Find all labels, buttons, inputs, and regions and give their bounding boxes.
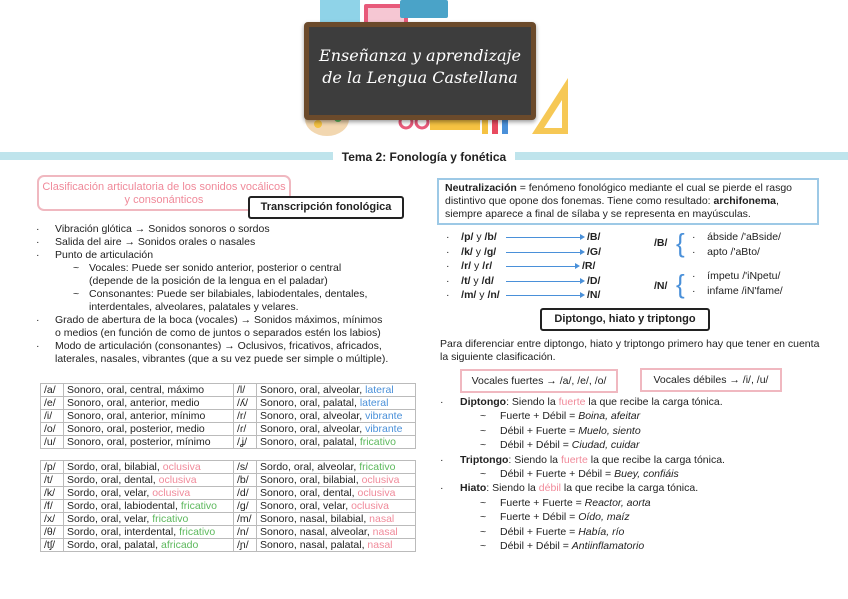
sub-item: ~ Débil + Débil = Ciudad, cuidar [440,438,820,452]
manner-label: oclusiva [351,500,389,512]
table-row [41,474,416,487]
description-cell: Sonoro, oral, alveolar, lateral [257,384,416,397]
example-item: · apto /'aBto/ [692,245,760,258]
brace-icon: { [676,269,685,299]
sub-item: ~ Débil + Débil = Antiinflamatorio [440,539,820,553]
manner-label: fricativo [180,500,218,512]
phoneme-cell: /d/ [234,487,257,500]
manner-label: lateral [359,397,389,409]
phoneme-cell: /x/ [41,513,64,526]
phoneme-cell: /u/ [41,436,64,449]
weak-vowels-box: Vocales débiles → /i/, /u/ [640,368,782,392]
description-cell: Sonoro, oral, anterior, medio [64,397,234,410]
phoneme-cell: /b/ [234,474,257,487]
diphthong-intro: Para diferenciar entre diptongo, hiato y triptongo primero hay que tener en cuenta la siguiente clasificación. [440,338,820,363]
manner-label: fricativo [152,513,189,525]
arrow-icon [506,281,581,282]
neutralization-definition-end: , siempre aparece a final de sílaba y se representa en mayúsculas. [445,195,779,220]
archiphoneme-term: archifonema [713,195,776,207]
set-square-icon [530,76,570,136]
phoneme-cell: /n/ [234,526,257,539]
phoneme-cell: /ʎ/ [234,397,257,410]
description-cell: Sordo, oral, alveolar, fricativo [257,461,416,474]
manner-label: oclusiva [357,487,396,499]
manner-label: oclusiva [152,487,191,499]
syllable-list [440,395,820,553]
list-item-modo [36,340,428,366]
vowels-table [40,383,416,449]
board-title [309,27,531,89]
description-cell: Sonoro, oral, palatal, fricativo [257,436,416,449]
description-cell: Sonoro, nasal, bilabial, nasal [257,513,416,526]
description-cell: Sonoro, oral, alveolar, vibrante [257,410,416,423]
table-row [41,410,416,423]
example-item: · ábside /'aBside/ [692,231,781,243]
neutralization-pair: · /m/ y /n/ /N/ [446,289,601,301]
sub-item-vocales [36,262,428,288]
sub-item-line: ~ Vocales: Puede ser sonido anterior, posterior o central [89,262,342,274]
phoneme-cell: /o/ [41,423,64,436]
phoneme-cell: /k/ [41,487,64,500]
arrow-icon [506,252,581,253]
phoneme-cell: /θ/ [41,526,64,539]
table-row [41,513,416,526]
list-item-line: o medios (en función de como de juntos o separados estén los labios) [55,327,381,339]
description-cell: Sordo, oral, labiodental, fricativo [64,500,234,513]
table-row [41,461,416,474]
manner-label: lateral [365,384,394,396]
chalkboard [304,22,536,120]
phoneme-cell: /g/ [234,500,257,513]
description-cell: Sonoro, oral, posterior, mínimo [64,436,234,449]
list-item: · Punto de articulación [36,249,428,262]
manner-label: nasal [369,513,395,525]
description-cell: Sordo, oral, bilabial, oclusiva [64,461,234,474]
classification-box: Clasificación articulatoria de los sonidos vocálicos y consonánticos [37,175,291,211]
table-row [41,539,416,552]
description-cell: Sonoro, nasal, palatal, nasal [257,539,416,552]
example-item: · ímpetu /'iNpetu/ [692,270,781,282]
neutralization-pair: · /t/ y /d/ /D/ [446,274,601,287]
neutralization-pair: · /p/ y /b/ /B/ [446,231,601,243]
manner-label: vibrante [365,410,403,422]
sub-item: ~ Fuerte + Débil = Boina, afeitar [440,409,820,423]
sub-item-consonantes [36,288,428,314]
arrow-icon [506,266,576,267]
neutralization-pairs [446,230,616,303]
table-row [41,397,416,410]
list-item-line: · Modo de articulación (consonantes) → Oclusivos, fricativos, africados, [55,340,382,352]
transcription-box: Transcripción fonológica [248,196,404,219]
description-cell: Sonoro, oral, alveolar, vibrante [257,423,416,436]
neutralization-definition: = fenómeno fonológico mediante el cual se pierde el rasgo distintivo que opone dos fonemas. Tiene como resultado: [445,182,793,207]
phoneme-cell: /t/ [41,474,64,487]
board-title-line2: de la Lengua Castellana [322,68,518,87]
neutralization-box [437,178,819,225]
manner-label: oclusiva [162,461,201,473]
list-item-diptongo: · Diptongo: Siendo la fuerte la que recibe la carga tónica. [440,395,820,409]
ruler-icon [430,118,480,132]
phoneme-cell: /a/ [41,384,64,397]
manner-label: fricativo [359,461,396,473]
phoneme-cell: /ɾ/ [234,423,257,436]
table-row [41,423,416,436]
description-cell: Sordo, oral, velar, oclusiva [64,487,234,500]
list-item-line: · Grado de abertura de la boca (vocales) → Sonidos máximos, mínimos [55,314,383,326]
list-item-triptongo: · Triptongo: Siendo la fuerte la que recibe la carga tónica. [440,453,820,467]
manner-label: oclusiva [361,474,400,486]
sub-item: ~ Débil + Fuerte = Muelo, siento [440,424,820,438]
sub-item: ~ Fuerte + Fuerte = Reactor, aorta [440,496,820,510]
sub-item: ~ Fuerte + Débil = Oído, maíz [440,510,820,524]
topic-title: Tema 2: Fonología y fonética [333,150,515,164]
description-cell: Sonoro, oral, velar, oclusiva [257,500,416,513]
neutralization-pair: · /r/ y /ɾ/ /R/ [446,260,596,272]
list-item-line: laterales, nasales, vibrantes (que a su vez puede ser simple o múltiple). [55,353,389,365]
phoneme-cell: /r/ [234,410,257,423]
description-cell: Sordo, oral, interdental, fricativo [64,526,234,539]
phoneme-cell: /e/ [41,397,64,410]
arrow-icon [506,237,581,238]
table-row [41,487,416,500]
phoneme-cell: /m/ [234,513,257,526]
neutralization-pair: · /k/ y /g/ /G/ [446,245,602,258]
description-cell: Sonoro, oral, central, máximo [64,384,234,397]
phoneme-cell: /ʝ/ [234,436,257,449]
archiphoneme-B: /B/ [654,237,668,249]
table-row [41,384,416,397]
phoneme-cell: /l/ [234,384,257,397]
brace-icon: { [676,228,685,258]
manner-label: nasal [372,526,398,538]
phoneme-cell: /tʃ/ [41,539,64,552]
description-cell: Sonoro, oral, anterior, mínimo [64,410,234,423]
arrow-icon [506,295,581,296]
articulation-list [36,223,428,366]
manner-label: fricativo [359,436,396,448]
description-cell: Sonoro, oral, palatal, lateral [257,397,416,410]
description-cell: Sordo, oral, dental, oclusiva [64,474,234,487]
manner-label: vibrante [365,423,403,435]
description-cell: Sordo, oral, palatal, africado [64,539,234,552]
table-row [41,500,416,513]
phoneme-cell: /ɲ/ [234,539,257,552]
table-row [41,526,416,539]
sub-item-line: interdentales, alveolares, palatales y velares. [89,301,299,313]
phoneme-cell: /f/ [41,500,64,513]
phoneme-cell: /s/ [234,461,257,474]
diphthong-box: Diptongo, hiato y triptongo [540,308,710,331]
description-cell: Sonoro, nasal, alveolar, nasal [257,526,416,539]
manner-label: fricativo [179,526,216,538]
description-cell: Sonoro, oral, posterior, medio [64,423,234,436]
phoneme-cell: /p/ [41,461,64,474]
sub-item-line: ~ Consonantes: Puede ser bilabiales, labiodentales, dentales, [89,288,368,300]
consonants-table [40,460,416,552]
archiphoneme-N: /N/ [654,280,668,292]
list-item-abertura [36,314,428,340]
list-item-hiato: · Hiato: Siendo la débil la que recibe la carga tónica. [440,481,820,495]
description-cell: Sonoro, oral, dental, oclusiva [257,487,416,500]
manner-label: nasal [367,539,393,551]
board-title-line1: Enseñanza y aprendizaje [319,46,521,65]
example-item: · infame /iN'fame/ [692,284,783,297]
neutralization-term: Neutralización [445,182,517,194]
manner-label: oclusiva [158,474,197,486]
list-item: · Salida del aire → Sonidos orales o nasales [36,236,428,249]
sub-item: ~ Débil + Fuerte + Débil = Buey, confiáis [440,467,820,481]
phoneme-cell: /i/ [41,410,64,423]
description-cell: Sordo, oral, velar, fricativo [64,513,234,526]
description-cell: Sonoro, oral, bilabial, oclusiva [257,474,416,487]
sub-item: ~ Débil + Fuerte = Había, río [440,525,820,539]
sub-item-line: (depende de la posición de la lengua en el paladar) [89,275,328,287]
strong-vowels-box: Vocales fuertes → /a/, /e/, /o/ [460,369,618,393]
book-icon [400,0,448,22]
list-item: · Vibración glótica → Sonidos sonoros o sordos [36,223,428,236]
manner-label: africado [160,539,199,551]
table-row [41,436,416,449]
